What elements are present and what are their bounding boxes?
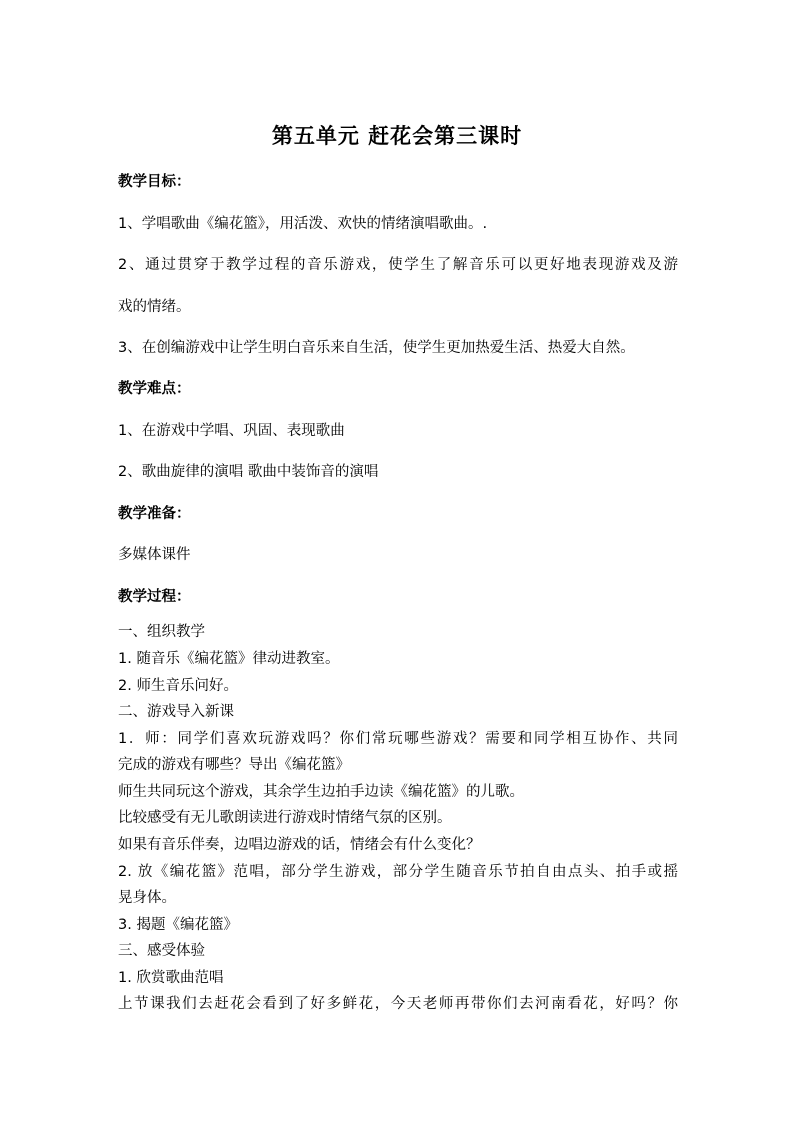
paragraph-line: 一、组织教学 (118, 624, 205, 640)
paragraph-line: 3、在创编游戏中让学生明白音乐来自生活，使学生更加热爱生活、热爱大自然。 (118, 340, 635, 356)
paragraph-line: 1. 随音乐《编花篮》律动进教室。 (118, 651, 340, 667)
page-title: 第五单元 赶花会第三课时 (271, 123, 523, 148)
paragraph-line: 上节课我们去赶花会看到了好多鲜花，今天老师再带你们去河南看花，好吗？你 (118, 996, 678, 1012)
paragraph-line: 1．师：同学们喜欢玩游戏吗？你们常玩哪些游戏？需要和同学相互协作、共同 (118, 731, 678, 747)
paragraph-line: 如果有音乐伴奏，边唱边游戏的话，情绪会有什么变化？ (118, 837, 481, 853)
paragraph-line: 2. 放《编花篮》范唱，部分学生游戏，部分学生随音乐节拍自由点头、拍手或摇 (118, 864, 678, 880)
paragraph-line: 1. 欣赏歌曲范唱 (118, 970, 224, 986)
paragraph-line: 1、在游戏中学唱、巩固、表现歌曲 (118, 423, 345, 439)
heading-difficulties: 教学难点： (118, 381, 191, 397)
paragraph-line: 三、感受体验 (118, 943, 205, 959)
paragraph-line: 师生共同玩这个游戏，其余学生边拍手边读《编花篮》的儿歌。 (118, 784, 524, 800)
paragraph-line: 3. 揭题《编花篮》 (118, 917, 238, 933)
paragraph-line: 戏的情绪。 (118, 299, 191, 315)
paragraph-line: 1、学唱歌曲《编花篮》，用活泼、欢快的情绪演唱歌曲。. (118, 216, 488, 232)
paragraph-line: 二、游戏导入新课 (118, 704, 234, 720)
paragraph-line: 晃身体。 (118, 890, 176, 906)
heading-objectives: 教学目标： (118, 174, 191, 190)
paragraph-line: 比较感受有无儿歌朗读进行游戏时情绪气氛的区别。 (118, 810, 452, 826)
paragraph-line: 多媒体课件 (118, 547, 191, 563)
paragraph-line: 2、歌曲旋律的演唱 歌曲中装饰音的演唱 (118, 464, 379, 480)
paragraph-line: 2、通过贯穿于教学过程的音乐游戏，使学生了解音乐可以更好地表现游戏及游 (118, 257, 678, 273)
paragraph-line: 2. 师生音乐问好。 (118, 678, 238, 694)
heading-process: 教学过程： (118, 589, 191, 605)
paragraph-line: 完成的游戏有哪些？导出《编花篮》 (118, 757, 350, 773)
heading-preparation: 教学准备： (118, 506, 191, 522)
